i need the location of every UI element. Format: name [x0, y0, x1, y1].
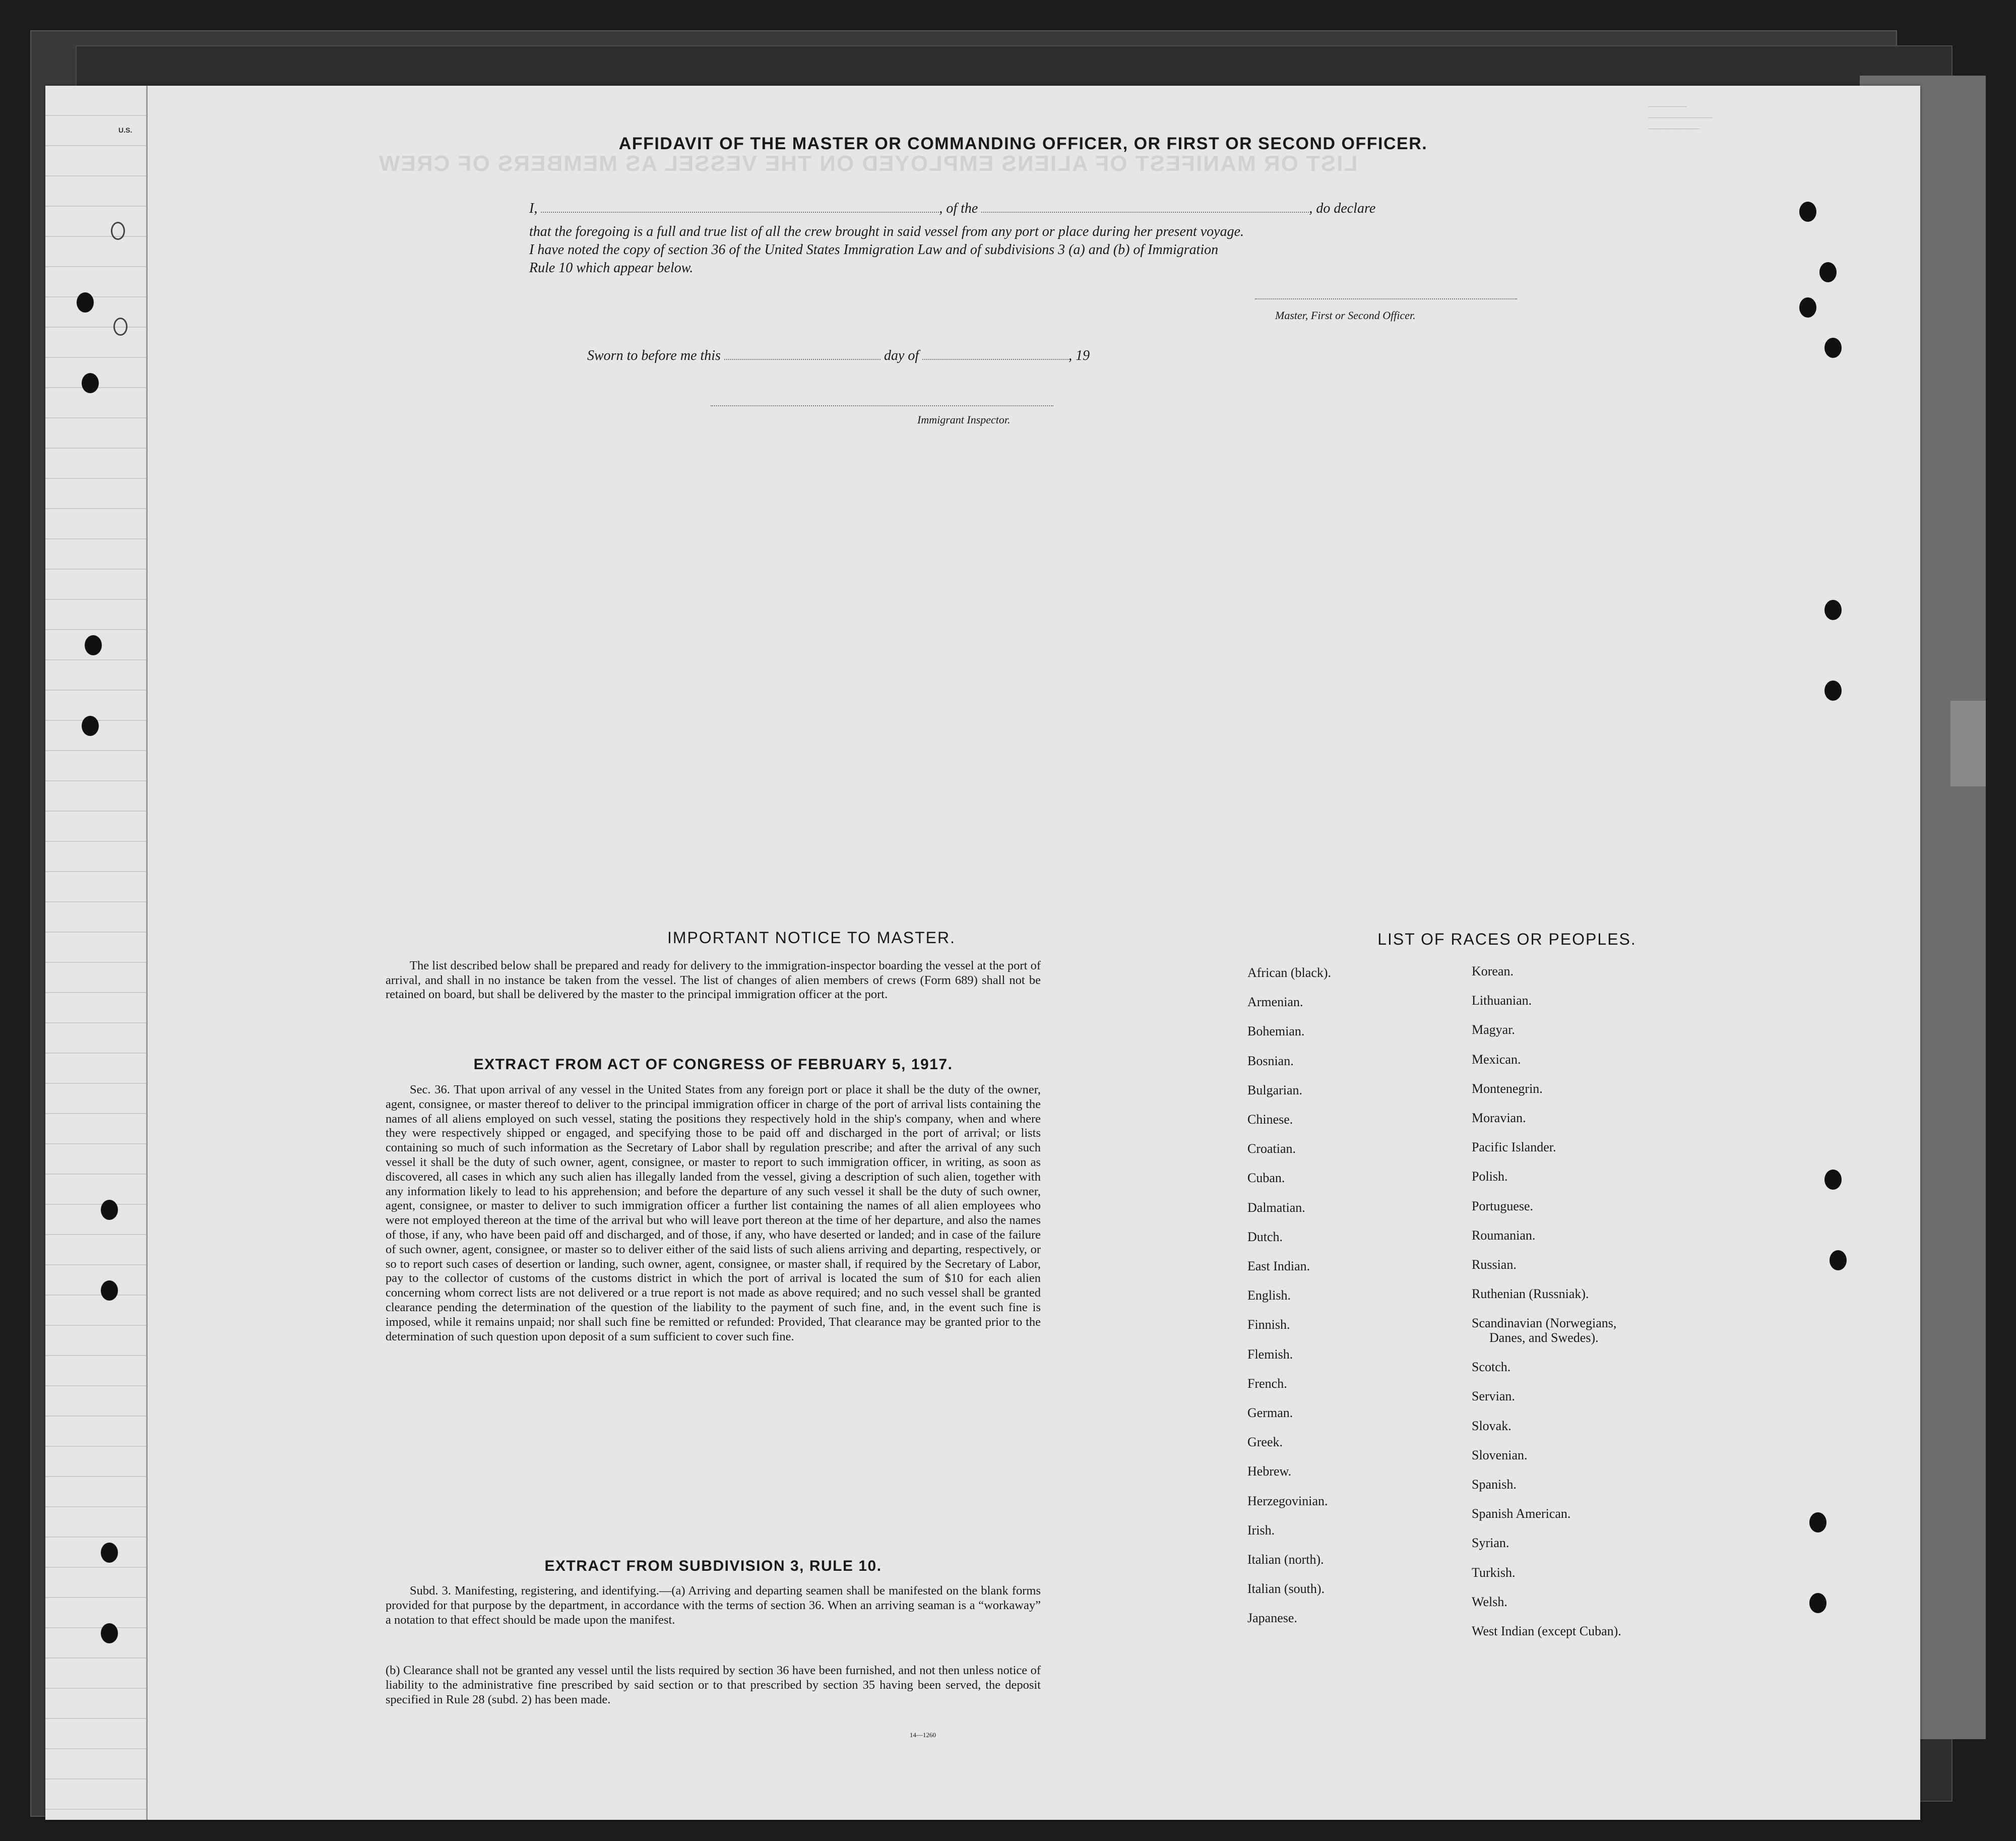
race-entry: French.	[1247, 1376, 1287, 1391]
of-the-label: , of the	[939, 201, 978, 216]
race-entry: Flemish.	[1247, 1346, 1293, 1362]
race-entry: Ruthenian (Russniak).	[1472, 1286, 1589, 1302]
extract-act-title: EXTRACT FROM ACT OF CONGRESS OF FEBRUARY 5, 1917.	[473, 1056, 953, 1073]
race-entry: West Indian (except Cuban).	[1472, 1623, 1621, 1638]
race-entry: Dalmatian.	[1247, 1200, 1305, 1215]
notice-body: The list described below shall be prepared and ready for delivery to the immigration-inspector boarding the vessel at the port of arrival, and shall in no instance be taken from the vessel. The list of changes of alien members of crews (Form 689) shall not be retained on board, but shall be delivered by the master to the principal immigration officer at the port.	[386, 959, 1041, 1001]
race-entry: Russian.	[1472, 1257, 1517, 1272]
race-entry: Lithuanian.	[1472, 993, 1532, 1008]
race-entry: Danes, and Swedes).	[1489, 1330, 1599, 1345]
corner-stamp: ────── ────────── ────────	[1648, 101, 1713, 134]
day-of-label: day of	[884, 348, 919, 363]
immigrant-inspector-label: Immigrant Inspector.	[917, 413, 1011, 426]
race-entry: Polish.	[1472, 1169, 1508, 1184]
form-number: 14—1260	[910, 1731, 936, 1739]
sworn-month-field[interactable]	[922, 348, 1068, 360]
race-entry: Cuban.	[1247, 1171, 1285, 1186]
race-entry: Italian (north).	[1247, 1552, 1324, 1567]
race-entry: Welsh.	[1472, 1594, 1507, 1609]
punch-hole	[82, 373, 99, 393]
punch-hole	[1824, 600, 1842, 620]
reverse-side-bleed: LIST OR MANIFEST OF ALIENS EMPLOYED ON THE VESSEL AS MEMBERS OF CREW	[378, 151, 1358, 176]
affidavit-line-3: I have noted the copy of section 36 of the United States Immigration Law and of subdivisions 3 (a) and (b) of Immigration	[529, 242, 1219, 258]
punch-hole	[101, 1200, 118, 1220]
race-entry: Roumanian.	[1472, 1228, 1536, 1243]
race-entry: Spanish.	[1472, 1477, 1517, 1492]
race-entry: Pacific Islander.	[1472, 1140, 1556, 1155]
punch-hole	[1824, 338, 1842, 358]
race-entry: Mexican.	[1472, 1052, 1521, 1067]
race-entry: East Indian.	[1247, 1259, 1310, 1273]
inspector-signature-field[interactable]	[711, 394, 1053, 406]
vessel-field[interactable]	[981, 201, 1309, 213]
punch-hole	[1799, 202, 1816, 222]
punch-hole	[1819, 262, 1837, 282]
affidavit-line-2: that the foregoing is a full and true list of all the crew brought in said vessel from any port or place during her present voyage.	[529, 224, 1244, 239]
punch-hole	[101, 1623, 118, 1643]
punch-hole	[1830, 1250, 1847, 1270]
master-officer-label: Master, First or Second Officer.	[1275, 309, 1416, 322]
race-entry: Herzegovinian.	[1247, 1493, 1328, 1508]
adjacent-page-tab	[1950, 701, 1986, 786]
punch-hole	[77, 292, 94, 313]
extract-rule-body-a: Subd. 3. Manifesting, registering, and identifying.—(a) Arriving and departing seamen shall be manifested on the blank forms provided for that purpose by the department, in accordance with the terms of section 36. When an arriving seaman is a “workaway” a notation to that effect should be made upon the manifest.	[386, 1584, 1041, 1627]
master-signature-field[interactable]	[1255, 287, 1517, 299]
punch-hole	[1809, 1512, 1826, 1532]
race-entry: Irish.	[1247, 1522, 1275, 1538]
race-entry: Bulgarian.	[1247, 1082, 1303, 1097]
race-entry: Slovenian.	[1472, 1447, 1528, 1462]
affidavit-title: AFFIDAVIT OF THE MASTER OR COMMANDING OFFICER, OR FIRST OR SECOND OFFICER.	[618, 134, 1428, 153]
race-entry: Spanish American.	[1472, 1506, 1571, 1521]
race-entry: Hebrew.	[1247, 1464, 1292, 1479]
race-entry: Montenegrin.	[1472, 1081, 1543, 1096]
race-entry: Portuguese.	[1472, 1198, 1534, 1213]
extract-rule-title: EXTRACT FROM SUBDIVISION 3, RULE 10.	[544, 1558, 882, 1574]
race-entry: Dutch.	[1247, 1229, 1283, 1244]
sworn-label: Sworn to before me this	[587, 348, 721, 363]
punch-hole	[101, 1280, 118, 1301]
races-title: LIST OF RACES OR PEOPLES.	[1377, 930, 1636, 948]
race-entry: Greek.	[1247, 1435, 1283, 1450]
race-entry: Chinese.	[1247, 1112, 1293, 1127]
punch-hole	[1799, 297, 1816, 318]
extract-act-body: Sec. 36. That upon arrival of any vessel in the United States from any foreign port or place it shall be the duty of the owner, agent, consignee, or master thereof to deliver to the principal immigration officer in charge of the port of arrival lists containing the names of all aliens employed on such vessel, stating the positions they respectively hold in the ship's company, when and where they were respectively shipped or engaged, and specifying those to be paid off and discharged in the port of arrival; or lists containing so much of such information as the Secretary of Labor shall by regulation prescribe; and after the arrival of any such vessel it shall be the duty of such owner, agent, consignee, or master to report to such immigration officer, in writing, as soon as discovered, all cases in which any such alien has illegally landed from the vessel, giving a description of such alien, together with any information likely to lead to his apprehension; and before the departure of any such vessel it shall be the duty of such owner, agent, consignee, or master to deliver to such immigration officer a further list containing the names of all alien employees who were not employed thereon at the time of the arrival but who will leave port thereon at the time of her departure, and also the names of those, if any, who have been paid off and discharged, and of those, if any, who have deserted or landed; and in case of the failure of such owner, agent, consignee, or master so to deliver either of the said lists of such aliens arriving and departing, respectively, or so to report such cases of desertion or landing, such owner, agent, consignee, or master shall, if required by the Secretary of Labor, pay to the collector of customs of the customs district in which the port of arrival is located the sum of $10 for each alien concerning whom correct lists are not delivered or a true report is not made as above required; and no such vessel shall be granted clearance pending the determination of the question of the liability to the payment of such fine, and, in the event such fine is imposed, while it remains unpaid; nor shall such fine be remitted or refunded: Provided, That clearance may be granted prior to the determination of such question upon deposit of a sum sufficient to cover such fine.	[386, 1083, 1041, 1343]
sworn-line	[587, 348, 1090, 364]
race-entry: English.	[1247, 1288, 1291, 1303]
extract-rule-body-b: (b) Clearance shall not be granted any vessel until the lists required by section 36 have been furnished, and not then unless notice of liability to the administrative fine prescribed by said section or to that prescribed by section 35 having been served, the deposit specified in Rule 28 (subd. 2) has been made.	[386, 1664, 1041, 1706]
punch-hole	[1824, 1170, 1842, 1190]
i-label: I,	[529, 201, 538, 216]
punch-hole	[82, 716, 99, 736]
race-entry: Finnish.	[1247, 1317, 1290, 1332]
notice-title: IMPORTANT NOTICE TO MASTER.	[667, 929, 956, 947]
declare-label: , do declare	[1309, 201, 1376, 216]
race-entry: Italian (south).	[1247, 1581, 1325, 1597]
race-entry: Servian.	[1472, 1389, 1515, 1404]
name-field[interactable]	[541, 201, 939, 213]
race-entry: Slovak.	[1472, 1418, 1511, 1433]
race-entry: Korean.	[1472, 964, 1514, 978]
race-entry: Scotch.	[1472, 1360, 1511, 1375]
race-entry: Turkish.	[1472, 1565, 1516, 1580]
race-entry: Croatian.	[1247, 1141, 1296, 1156]
punch-hole	[85, 635, 102, 655]
binding-ring	[113, 318, 128, 336]
race-entry: Syrian.	[1472, 1536, 1509, 1551]
year-label: , 19	[1068, 348, 1090, 363]
sworn-day-field[interactable]	[724, 348, 880, 360]
race-entry: African (black).	[1247, 965, 1332, 980]
race-entry: Moravian.	[1472, 1111, 1526, 1125]
affidavit-line-4: Rule 10 which appear below.	[529, 260, 694, 276]
race-entry: Bohemian.	[1247, 1024, 1305, 1039]
race-entry: Armenian.	[1247, 995, 1303, 1010]
left-ruled-margin	[45, 86, 148, 1820]
race-entry: Bosnian.	[1247, 1053, 1294, 1068]
binding-ring	[111, 222, 125, 240]
punch-hole	[1809, 1593, 1826, 1613]
punch-hole	[1824, 681, 1842, 701]
race-entry: Scandinavian (Norwegians,	[1472, 1316, 1617, 1331]
race-entry: German.	[1247, 1405, 1293, 1420]
punch-hole	[101, 1543, 118, 1563]
race-entry: Japanese.	[1247, 1611, 1297, 1626]
affidavit-declaration-line	[529, 201, 1375, 217]
manifest-page	[45, 86, 1920, 1820]
margin-mark: U.S.	[118, 126, 133, 134]
race-entry: Magyar.	[1472, 1022, 1515, 1037]
